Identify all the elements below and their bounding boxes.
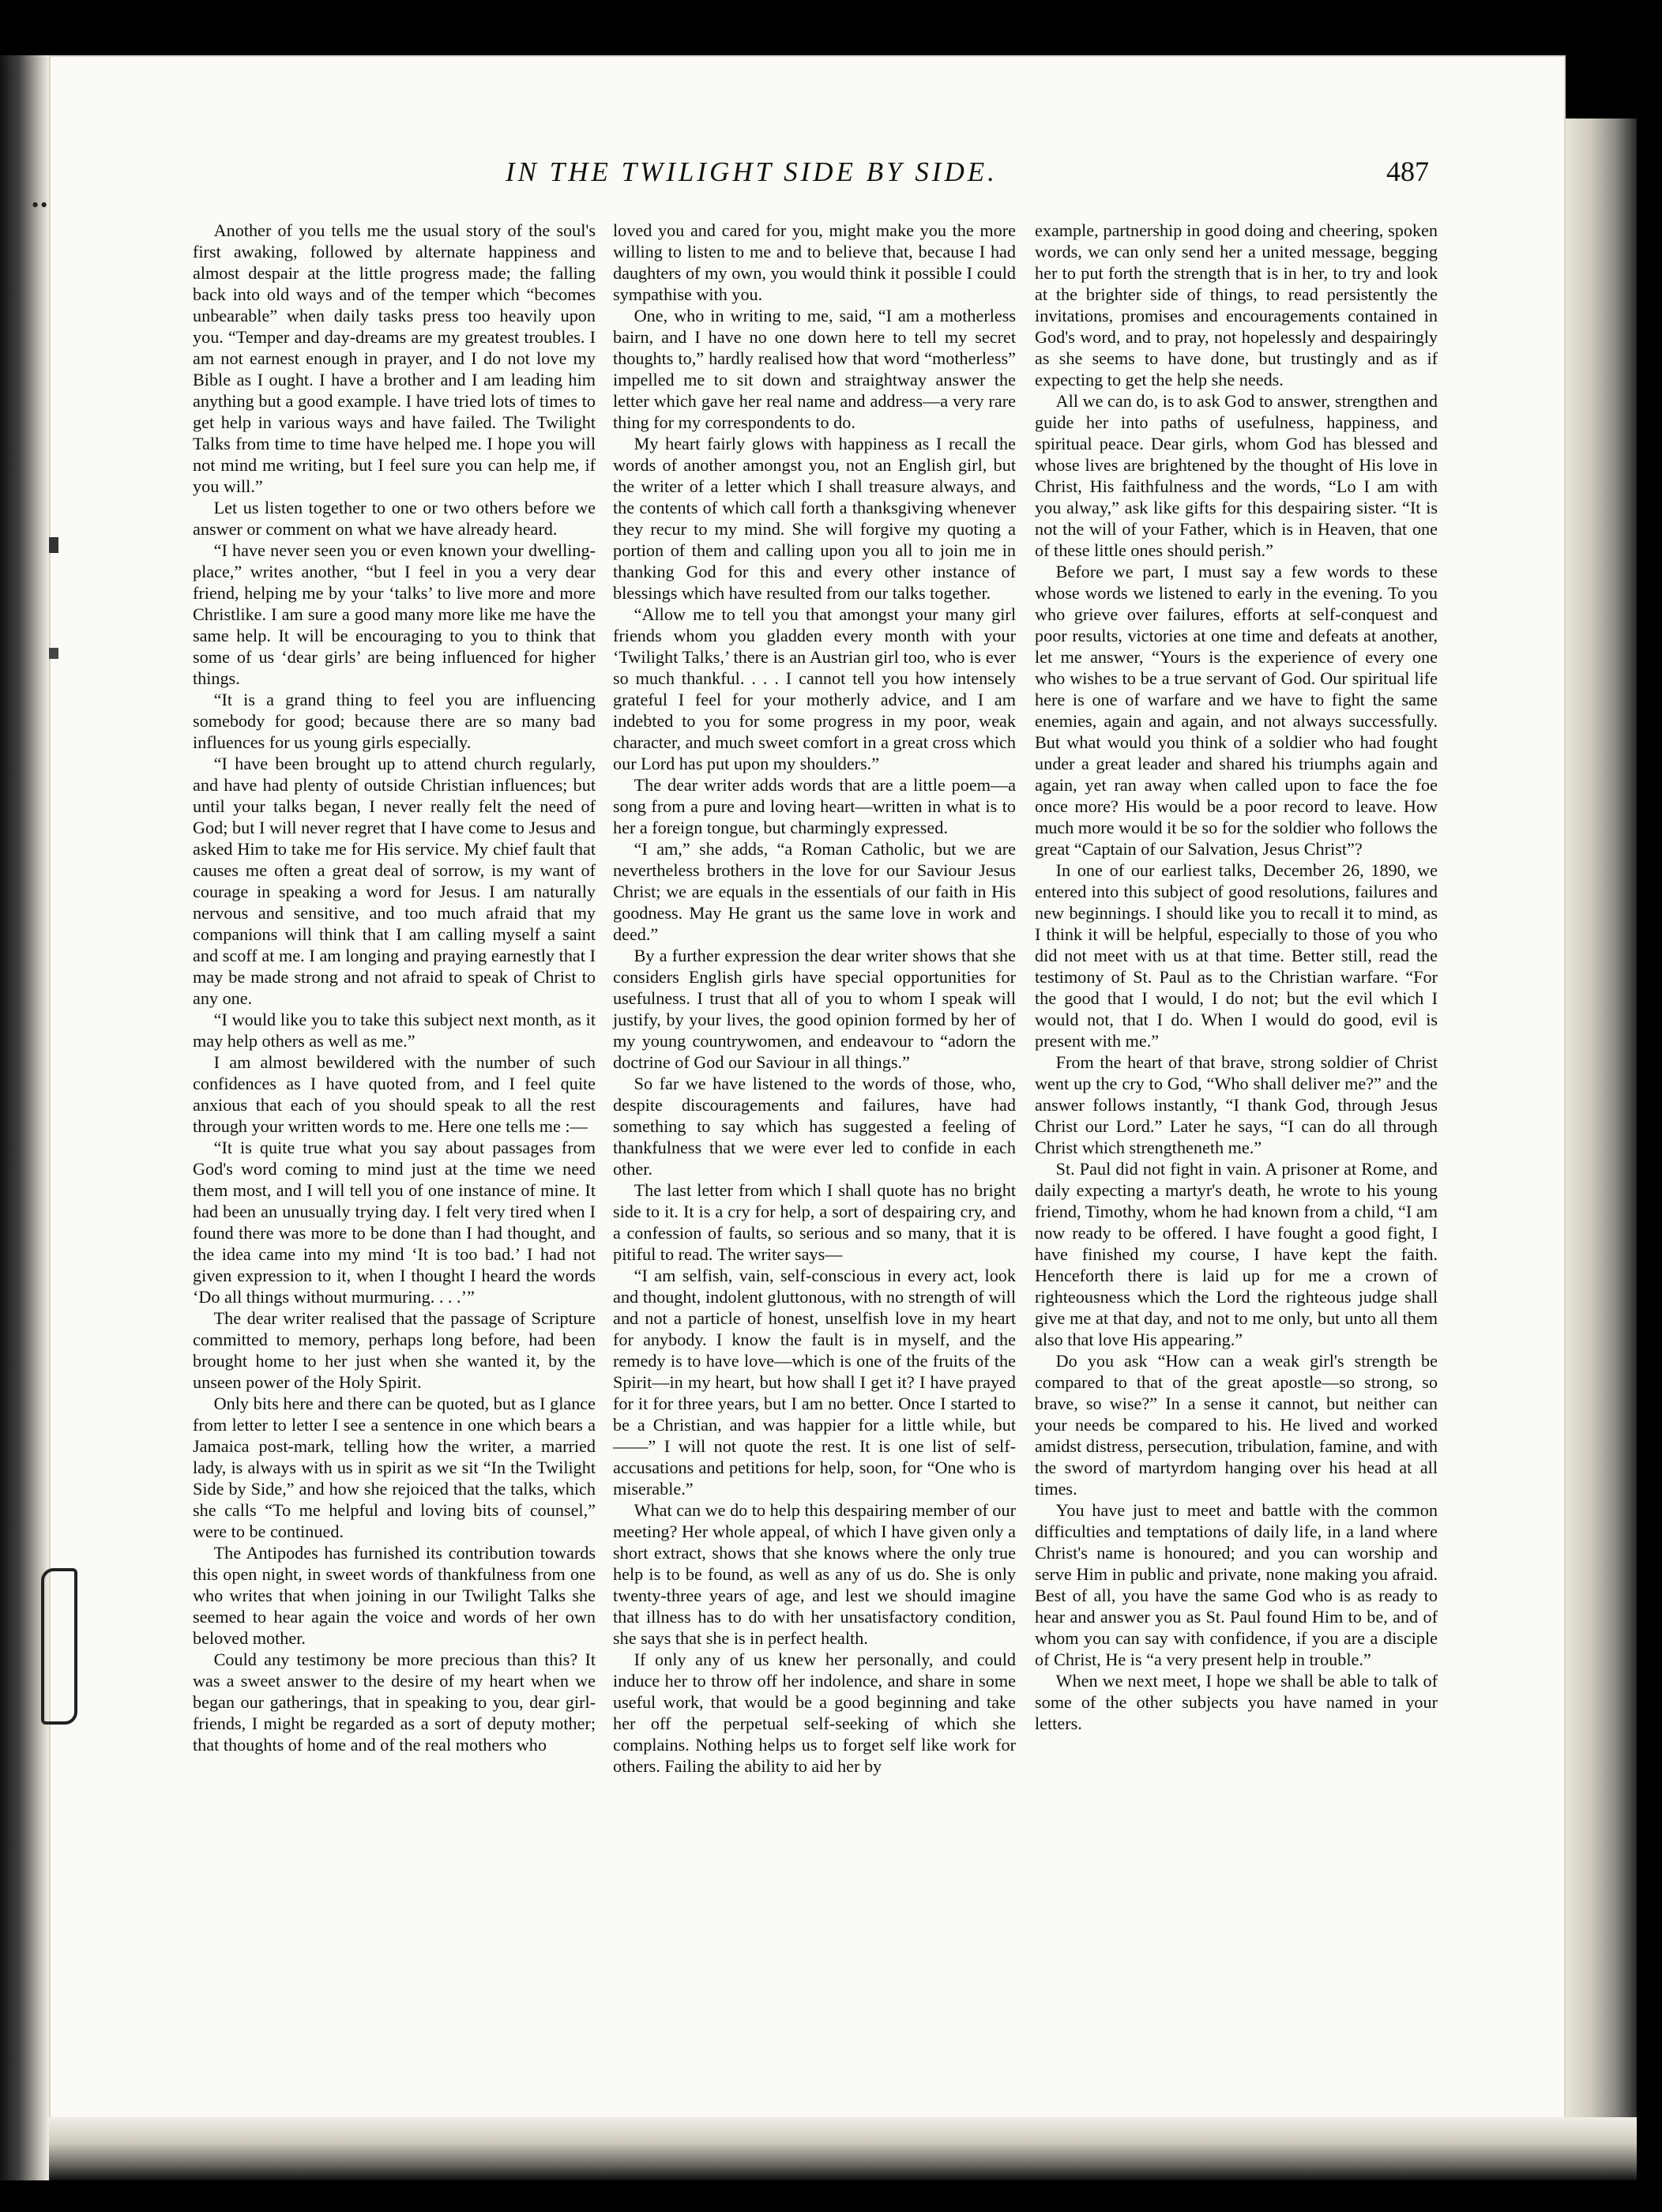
paragraph: My heart fairly glows with happiness as I recall the words of another amongst you, not an English girl, but the writer of a letter which I shall treasure always, and the contents of which call forth a thanksgiving whenever they recur to my mind. She will forgive my quoting a portion of them and calling upon you all to join me in thanking God for this and every other instance of blessings which have resulted from our talks together. [613,434,1016,603]
paragraph: All we can do, is to ask God to answer, strengthen and guide her into paths of usefulness, happiness, and spiritual peace. Dear girls, whom God has blessed and whose lives are brightened by the thought of His love in Christ, His faithfulness and the words, “Lo I am with you alway,” ask like gifts for this despairing sister. “It is not the will of your Father, which is in Heaven, that one of these little ones should perish.” [1035,391,1438,560]
paragraph: The dear writer adds words that are a little poem—a song from a pure and loving heart—written in what is to her a foreign tongue, but charmingly expressed. [613,775,1016,837]
paragraph: By a further expression the dear writer shows that she considers English girls have special opportunities for usefulness. I trust that all of you to whom I speak will justify, by your lives, the good opinion formed by her of my young countrywomen, and endeavour to “adorn the doctrine of God our Saviour in all things.” [613,946,1016,1072]
paragraph: example, partnership in good doing and cheering, spoken words, we can only send her a united message, begging her to put forth the strength that is in her, to try and look at the brighter side of things, to read persistently the invitations, promises and encouragements contained in God's word, and to pray, not hopelessly and despairingly as she seems to have done, but trustingly and as if expecting to get the help she needs. [1035,220,1438,389]
paragraph: If only any of us knew her personally, and could induce her to throw off her indolence, and share in some useful work, that would be a good beginning and take her off the perpetual self-seeking of which she complains. Nothing helps us to forget self like work for others. Failing the ability to aid her by [613,1650,1016,1776]
paragraph: In one of our earliest talks, December 26, 1890, we entered into this subject of good resolutions, failures and new beginnings. I should like you to recall it to mind, as I think it will be helpful, especially to those of you who did not meet with us at that time. Better still, read the testimony of St. Paul as to the Christian warfare. “For the good that I would, I do not; but the evil which I would not, that I do. When I would do good, evil is present with me.” [1035,860,1438,1051]
paragraph: The Antipodes has furnished its contribution towards this open night, in sweet words of thankfulness from one who writes that when joining in our Twilight Talks she seemed to hear again the voice and words of her own beloved mother. [193,1543,596,1648]
paragraph: Do you ask “How can a weak girl's strength be compared to that of the great apostle—so strong, so brave, so wise?” In a sense it cannot, but neither can your needs be compared to his. He lived and worked amidst distress, persecution, tribulation, famine, and with the sword of martyrdom hanging over his head at all times. [1035,1351,1438,1499]
paragraph: “It is quite true what you say about passages from God's word coming to mind just at the time we need them most, and I will tell you of one instance of mine. It had been an unusually trying day. I felt very tired when I found there was more to be done than I had thought, and the idea came into my mind ‘It is too bad.’ I had not given expression to it, when I thought I heard the words ‘Do all things without murmuring. . . .’” [193,1138,596,1307]
paragraph: One, who in writing to me, said, “I am a motherless bairn, and I have no one down here to tell my secret thoughts to,” hardly realised how that word “motherless” impelled me to sit down and straightway answer the letter which gave her real name and address—a very rare thing for my correspondents to do. [613,306,1016,432]
paragraph: What can we do to help this despairing member of our meeting? Her whole appeal, of which I have given only a short extract, shows that she knows where the only true help is to be found, as well as any of us do. She is only twenty-three years of age, and lest we should imagine that illness has to do with her unsatisfactory condition, she says that she is in perfect health. [613,1500,1016,1648]
paragraph: “It is a grand thing to feel you are influencing somebody for good; because there are so many bad influences for us young girls especially. [193,690,596,752]
paragraph: loved you and cared for you, might make you the more willing to listen to me and to believe that, because I had daughters of my own, you would think it possible I could sympathise with you. [613,220,1016,304]
paragraph: The last letter from which I shall quote has no bright side to it. It is a cry for help, a sort of despairing cry, and a confession of faults, so serious and so many, that it is pitiful to read. The writer says— [613,1180,1016,1264]
paragraph: St. Paul did not fight in vain. A prisoner at Rome, and daily expecting a martyr's death, he wrote to his young friend, Timothy, whom he had known from a child, “I am now ready to be offered. I have fought a good fight, I have finished my course, I have kept the faith. Henceforth there is laid up for me a crown of righteousness which the Lord the righteous judge shall give me at that day, and not to me only, but unto all them also that love His appearing.” [1035,1159,1438,1349]
paragraph: From the heart of that brave, strong soldier of Christ went up the cry to God, “Who shall deliver me?” and the answer follows instantly, “I thank God, through Jesus Christ our Lord.” Later he says, “I can do all through Christ which strengtheneth me.” [1035,1052,1438,1157]
page-stack-edge-bottom [49,2117,1637,2180]
paragraph: “I am,” she adds, “a Roman Catholic, but we are nevertheless brothers in the love for our Saviour Jesus Christ; we are equals in the essentials of our faith in His goodness. May He grant us the same love in work and deed.” [613,839,1016,944]
binding-mark [49,537,58,553]
paragraph: “I have been brought up to attend church regularly, and have had plenty of outside Christian influences; but until your talks began, I never really felt the need of God; but I will never regret that I have come to Jesus and asked Him to take me for His service. My chief fault that causes me often a great deal of sorrow, is my want of courage in speaking a word for Jesus. I am naturally nervous and sensitive, and too much afraid that my companions will think that I am calling myself a saint and scoff at me. I am longing and praying earnestly that I may be made strong and not afraid to speak of Christ to any one. [193,754,596,1008]
text-column-1 [193,220,596,1755]
paragraph: “I would like you to take this subject next month, as it may help others as well as me.” [193,1010,596,1051]
gutter-mark: •• [32,194,50,216]
paragraph: Only bits here and there can be quoted, but as I glance from letter to letter I see a sentence in one which bears a Jamaica post-mark, telling how the writer, a married lady, is always with us in spirit as we sit “In the Twilight Side by Side,” and how she rejoiced that the talks, which she calls “To me helpful and loving bits of counsel,” were to be continued. [193,1394,596,1541]
paragraph: I am almost bewildered with the number of such confidences as I have quoted from, and I feel quite anxious that each of you should speak to all the rest through your written words to me. Here one tells me :— [193,1052,596,1136]
running-head: IN THE TWILIGHT SIDE BY SIDE. [506,156,998,187]
paragraph: Could any testimony be more precious than this? It was a sweet answer to the desire of my heart when we began our gatherings, that in speaking to you, dear girl-friends, I might be regarded as a sort of deputy mother; that thoughts of home and of the real mothers who [193,1650,596,1755]
paragraph: Before we part, I must say a few words to these whose words we listened to early in the evening. To you who grieve over failures, efforts at self-conquest and poor results, victories at one time and defeats at another, let me answer, “Yours is the experience of every one who wishes to be a true servant of God. Our spiritual life here is one of warfare and we have to fight the same enemies, again and again, and not always successfully. But what would you think of a soldier who had fought under a great leader and shared his triumphs again and again, yet ran away when called upon to face the foe once more? His would be a poor record to leave. How much more would it be so for the soldier who follows the great “Captain of our Salvation, Jesus Christ”? [1035,562,1438,859]
text-column-3 [1035,220,1438,1734]
paragraph: “I have never seen you or even known your dwelling-place,” writes another, “but I feel in you a very dear friend, helping me by your ‘talks’ to live more and more Christlike. I am sure a good many more like me have the same help. It will be encouraging to you to think that some of us ‘dear girls’ are being influenced for higher things. [193,540,596,688]
binding-mark [49,648,58,659]
page-number: 487 [1386,156,1429,187]
paragraph: Another of you tells me the usual story of the soul's first awaking, followed by alternate happiness and almost despair at the little progress made; the falling back into old ways and of the temper which “becomes unbearable” when daily tasks press too heavily upon you. “Temper and day-dreams are my greatest troubles. I am not earnest enough in prayer, and I do not love my Bible as I ought. I have a brother and I am leading him anything but a good example. I have tried lots of times to get help in various ways and have failed. The Twilight Talks from time to time have helped me. I hope you will not mind me writing, but I feel sure you can help me, if you will.” [193,220,596,496]
paragraph: The dear writer realised that the passage of Scripture committed to memory, perhaps long before, had been brought home to her just when she wanted it, by the unseen power of the Holy Spirit. [193,1308,596,1392]
paragraph: Let us listen together to one or two others before we answer or comment on what we have already heard. [193,498,596,539]
page-stack-edge-right [1566,118,1637,2180]
paragraph: “Allow me to tell you that amongst your many girl friends whom you gladden every month with your ‘Twilight Talks,’ there is an Austrian girl too, who is ever so much thankful. . . . I cannot tell you how intensely grateful I feel for your motherly advice, and I am indebted to you for some progress in my poor, weak character, and much sweet comfort in a great cross which our Lord has put upon my shoulders.” [613,604,1016,773]
paragraph: “I am selfish, vain, self-conscious in every act, look and thought, indolent gluttonous, with no strength of will and not a particle of honest, unselfish love in my heart for anybody. I know the fault is in myself, and the remedy is to have love—which is one of the fruits of the Spirit—in my heart, but how shall I get it? I have prayed for it for three years, but I am no better. Once I started to be a Christian, and was happier for a little while, but——” I will not quote the rest. It is one list of self-accusations and petitions for help, soon, for “One who is miserable.” [613,1266,1016,1499]
paragraph: When we next meet, I hope we shall be able to talk of some of the other subjects you have named in your letters. [1035,1671,1438,1733]
text-column-2 [613,220,1016,1777]
paragraph: You have just to meet and battle with the common difficulties and temptations of daily life, in a land where Christ's name is honoured; and you can worship and serve Him in public and private, none making you afraid. Best of all, you have the same God who is as ready to hear and answer you as St. Paul found Him to be, and of whom you can say with confidence, if you are a disciple of Christ, He is “a very present help in trouble.” [1035,1500,1438,1669]
book-gutter [0,55,49,2180]
binding-clip [41,1568,77,1725]
paragraph: So far we have listened to the words of those, who, despite discouragements and failures, have had something to say which has suggested a feeling of thankfulness that we were ever led to confide in each other. [613,1074,1016,1179]
